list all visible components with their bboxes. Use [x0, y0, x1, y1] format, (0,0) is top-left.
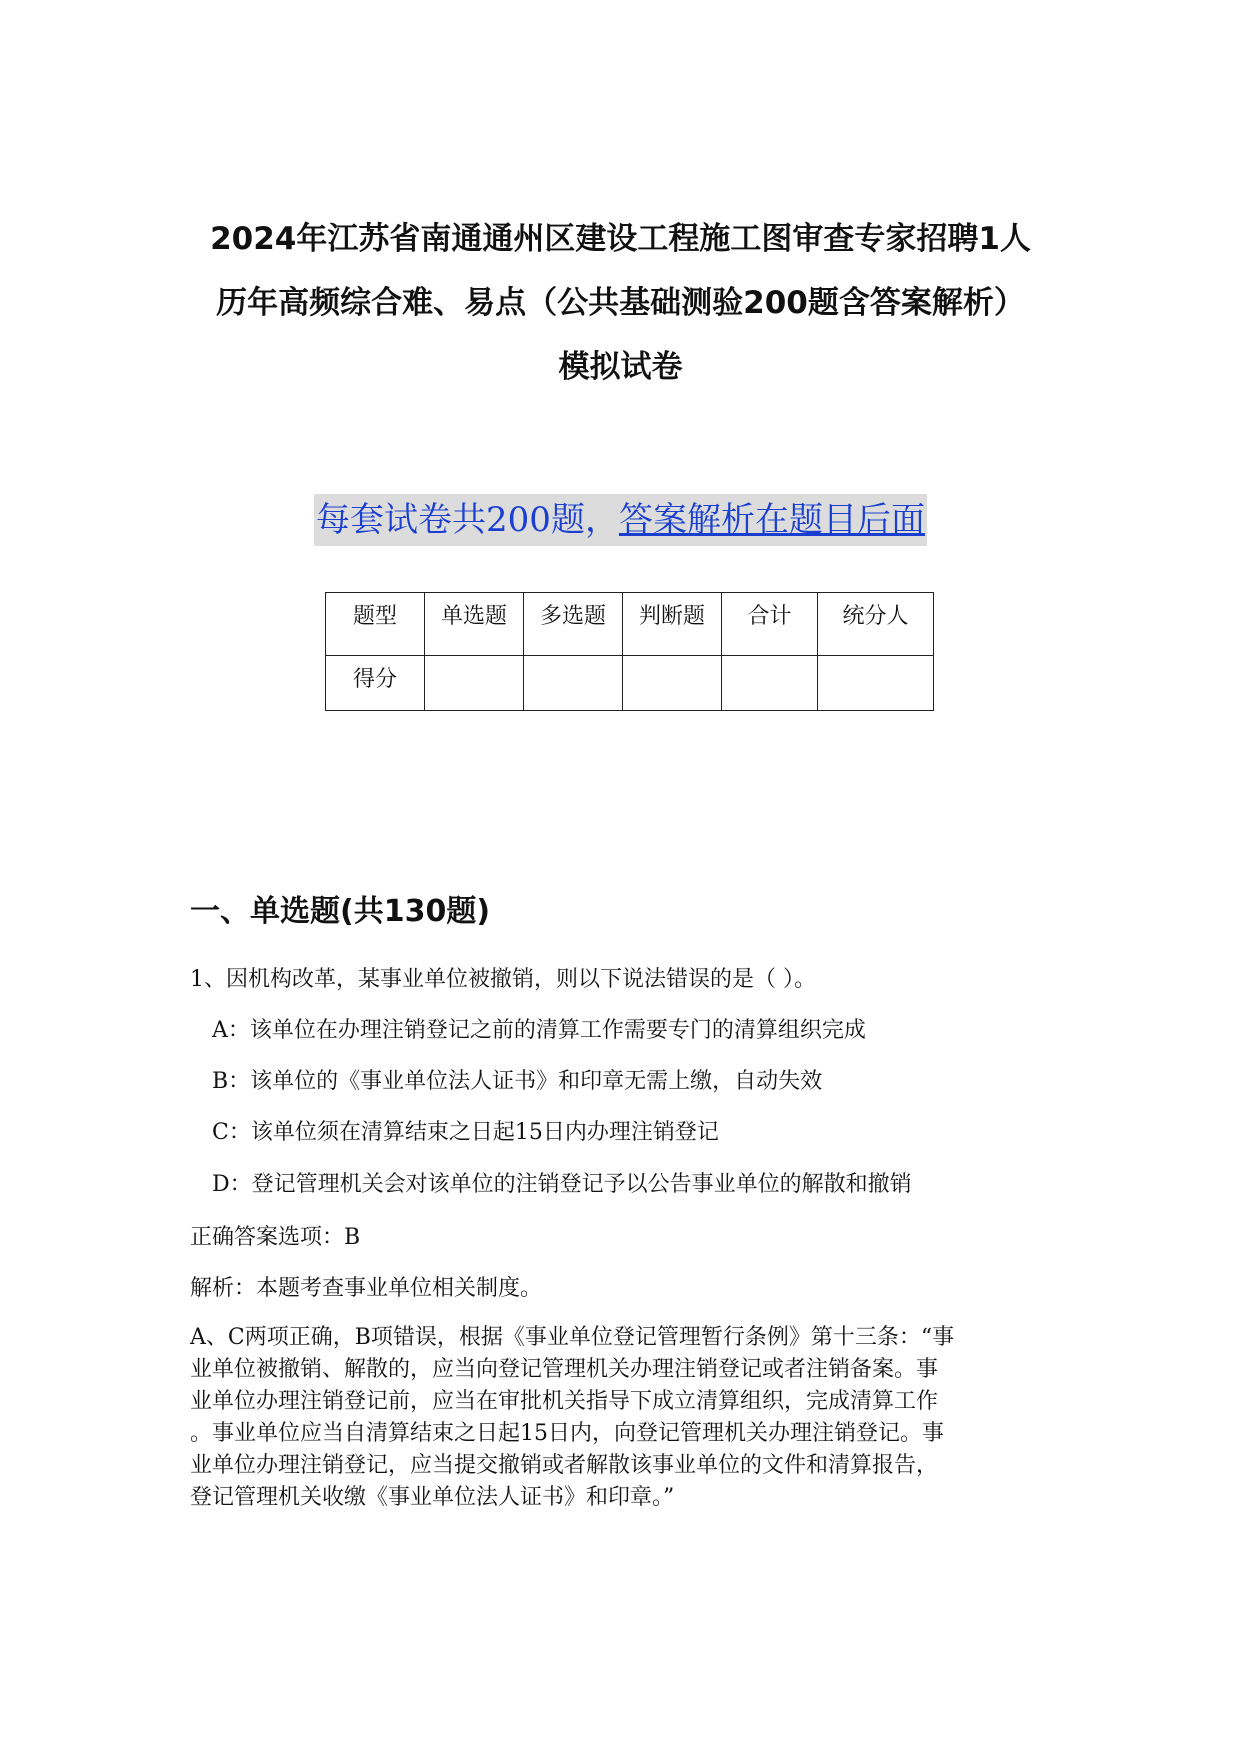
document-title [190, 207, 1051, 399]
header-cell-single-choice: 单选题 [425, 593, 524, 656]
row-label-score: 得分 [326, 656, 425, 711]
banner-highlight [314, 494, 927, 546]
score-table-header-row [326, 593, 934, 656]
header-cell-true-false: 判断题 [623, 593, 722, 656]
explanation-line: 登记管理机关收缴《事业单位法人证书》和印章。” [190, 1485, 675, 1510]
score-cell-multiple-choice[interactable] [524, 656, 623, 711]
option-b: B：该单位的《事业单位法人证书》和印章无需上缴，自动失效 [212, 1069, 823, 1094]
question-stem: 1、因机构改革，某事业单位被撤销，则以下说法错误的是（ ）。 [190, 967, 816, 992]
option-a: A：该单位在办理注销登记之前的清算工作需要专门的清算组织完成 [212, 1018, 866, 1043]
correct-answer: 正确答案选项：B [190, 1225, 361, 1250]
header-cell-type: 题型 [326, 593, 425, 656]
score-cell-total[interactable] [722, 656, 818, 711]
question-count-banner [0, 494, 1241, 546]
title-line-3: 模拟试卷 [558, 349, 683, 385]
score-cell-single-choice[interactable] [425, 656, 524, 711]
explanation-line: 业单位办理注销登记，应当提交撤销或者解散该事业单位的文件和清算报告， [190, 1453, 939, 1478]
header-cell-multiple-choice: 多选题 [524, 593, 623, 656]
analysis-intro: 解析：本题考查事业单位相关制度。 [190, 1276, 543, 1301]
explanation-line: 业单位办理注销登记前，应当在审批机关指导下成立清算组织，完成清算工作 [190, 1389, 939, 1414]
score-table [325, 592, 934, 711]
score-cell-scorer[interactable] [818, 656, 934, 711]
explanation-line: A、C两项正确，B项错误，根据《事业单位登记管理暂行条例》第十三条：“事 [190, 1325, 955, 1350]
explanation-line: 业单位被撤销、解散的，应当向登记管理机关办理注销登记或者注销备案。事 [190, 1357, 939, 1382]
header-cell-total: 合计 [722, 593, 818, 656]
title-line-2: 历年高频综合难、易点（公共基础测验200题含答案解析） [216, 285, 1025, 321]
option-d: D：登记管理机关会对该单位的注销登记予以公告事业单位的解散和撤销 [212, 1172, 912, 1197]
answer-location-link[interactable]: 答案解析在题目后面 [618, 500, 925, 540]
score-cell-true-false[interactable] [623, 656, 722, 711]
score-table-score-row [326, 656, 934, 711]
section-heading: 一、单选题(共130题) [190, 894, 491, 929]
title-line-1: 2024年江苏省南通通州区建设工程施工图审查专家招聘1人 [210, 221, 1031, 257]
explanation-line: 。事业单位应当自清算结束之日起15日内，向登记管理机关办理注销登记。事 [190, 1421, 944, 1446]
header-cell-scorer: 统分人 [818, 593, 934, 656]
banner-text: 每套试卷共200题， [316, 500, 619, 540]
option-c: C：该单位须在清算结束之日起15日内办理注销登记 [212, 1120, 719, 1145]
explanation-paragraph [190, 1322, 1060, 1514]
